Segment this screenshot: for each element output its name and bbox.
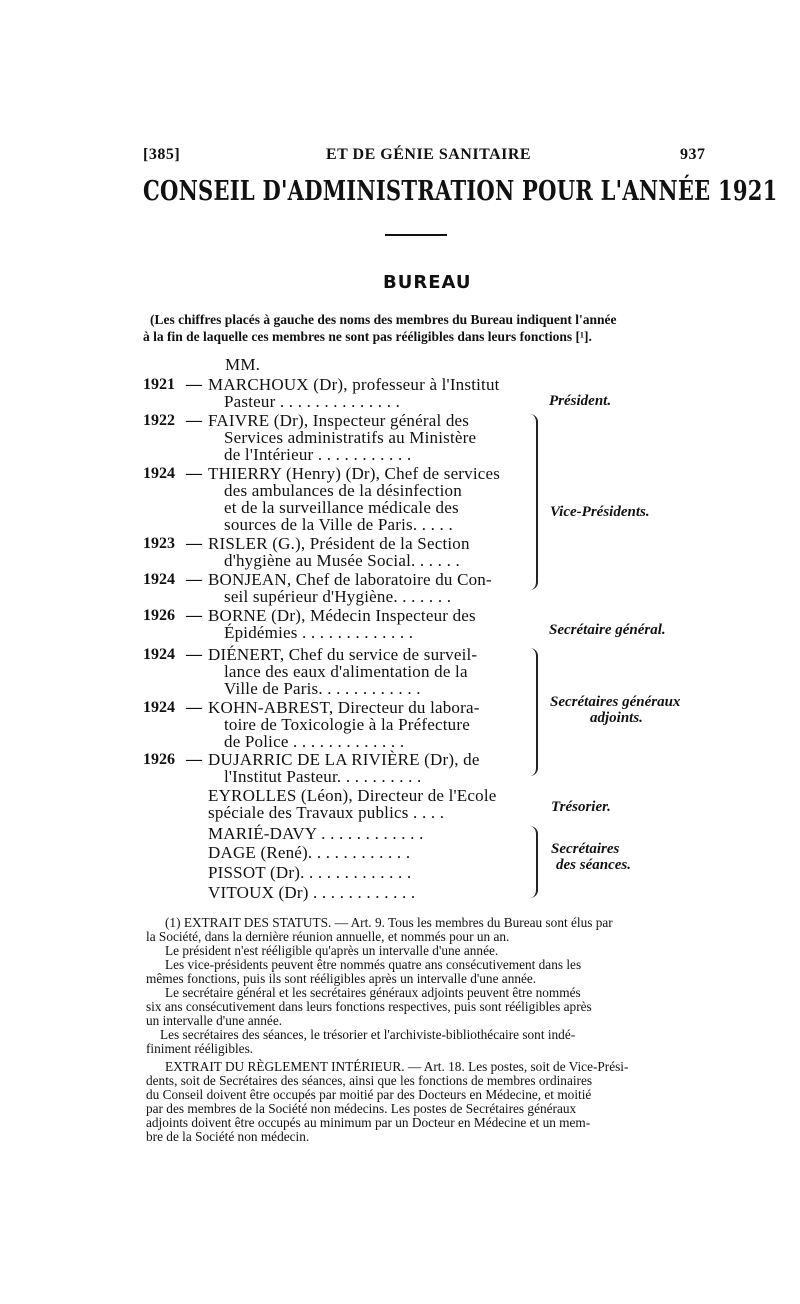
member-line: BORNE (Dr), Médecin Inspecteur des xyxy=(208,606,476,625)
member-line: PISSOT (Dr). . . . . . . . . . . . . xyxy=(208,863,412,882)
dash: — xyxy=(186,699,202,716)
footnote-line: du Conseil doivent être occupés par moitié par des Docteurs en Médecine, et moitié xyxy=(146,1087,592,1102)
member-year: 1924 xyxy=(143,646,175,663)
member-line: RISLER (G.), Président de la Section xyxy=(208,534,470,553)
footnote-line: la Société, dans la dernière réunion annuelle, et nommés pour un an. xyxy=(146,929,510,944)
member-line: THIERRY (Henry) (Dr), Chef de services xyxy=(208,464,501,483)
brace-vice-presidents xyxy=(530,414,538,590)
brace-session-secretaries xyxy=(530,826,538,898)
role-deputy-secretaries-1: Secrétaires généraux xyxy=(550,694,681,710)
member-line: Ville de Paris. . . . . . . . . . . . xyxy=(224,679,421,698)
member-year: 1924 xyxy=(143,465,175,482)
page-number: 937 xyxy=(680,146,706,163)
footnote-line: (1) EXTRAIT DES STATUTS. — Art. 9. Tous les membres du Bureau sont élus par xyxy=(165,915,613,930)
footnote-line: adjoints doivent être occupés au minimum par un Docteur en Médecine et un mem- xyxy=(146,1115,591,1130)
footnote-line: finiment rééligibles. xyxy=(146,1041,254,1056)
footnote-line: six ans consécutivement dans leurs fonctions respectives, puis sont rééligibles après xyxy=(146,999,592,1014)
dash: — xyxy=(186,376,202,393)
member-line: l'Institut Pasteur. . . . . . . . . . xyxy=(224,767,422,786)
running-title: ET DE GÉNIE SANITAIRE xyxy=(326,146,532,163)
dash: — xyxy=(186,607,202,624)
intro-line-2: à la fin de laquelle ces membres ne sont pas rééligibles dans leurs fonctions [¹]. xyxy=(143,329,592,344)
member-line: d'hygiène au Musée Social. . . . . . xyxy=(224,551,460,570)
member-line: lance des eaux d'alimentation de la xyxy=(224,662,468,681)
footnote-line: par des membres de la Société non médecins. Les postes de Secrétaires généraux xyxy=(146,1101,577,1116)
member-year: 1922 xyxy=(143,412,175,429)
member-line: FAIVRE (Dr), Inspecteur général des xyxy=(208,411,470,430)
member-line: DAGE (René). . . . . . . . . . . . xyxy=(208,843,411,862)
member-line: KOHN-ABREST, Directeur du labora- xyxy=(208,698,480,717)
page-reference: [385] xyxy=(143,146,181,163)
section-title: BUREAU xyxy=(383,272,472,293)
member-line: BONJEAN, Chef de laboratoire du Con- xyxy=(208,570,492,589)
member-year: 1926 xyxy=(143,751,175,768)
intro-line-1: (Les chiffres placés à gauche des noms des membres du Bureau indiquent l'année xyxy=(150,312,617,327)
member-line: DIÉNERT, Chef du service de surveil- xyxy=(208,645,478,664)
role-treasurer: Trésorier. xyxy=(551,799,611,815)
dash: — xyxy=(186,465,202,482)
member-year: 1926 xyxy=(143,607,175,624)
member-line: DUJARRIC DE LA RIVIÈRE (Dr), de xyxy=(208,750,480,769)
member-line: de Police . . . . . . . . . . . . . xyxy=(224,732,405,751)
member-line: de l'Intérieur . . . . . . . . . . . xyxy=(224,445,412,464)
footnote-line: mêmes fonctions, puis ils sont rééligibles après un intervalle d'une année. xyxy=(146,971,537,986)
role-vice-presidents: Vice-Présidents. xyxy=(550,504,650,520)
member-line: Pasteur . . . . . . . . . . . . . . xyxy=(224,392,401,411)
member-year: 1923 xyxy=(143,535,175,552)
member-line: EYROLLES (Léon), Directeur de l'Ecole xyxy=(208,786,497,805)
footnote-line: dents, soit de Secrétaires des séances, ainsi que les fonctions de membres ordinaires xyxy=(146,1073,593,1088)
page-title: CONSEIL D'ADMINISTRATION POUR L'ANNÉE 1921 xyxy=(143,176,778,207)
member-line: toire de Toxicologie à la Préfecture xyxy=(224,715,470,734)
member-line: MARIÉ-DAVY . . . . . . . . . . . . xyxy=(208,824,424,843)
footnote-line: EXTRAIT DU RÈGLEMENT INTÉRIEUR. — Art. 18. Les postes, soit de Vice-Prési- xyxy=(165,1059,629,1074)
footnote-line: Le président n'est rééligible qu'après un intervalle d'une année. xyxy=(165,943,499,958)
dash: — xyxy=(186,751,202,768)
role-session-secretaries-2: des séances. xyxy=(556,857,631,873)
dash: — xyxy=(186,646,202,663)
dash: — xyxy=(186,571,202,588)
member-year: 1924 xyxy=(143,699,175,716)
mm-label: MM. xyxy=(225,355,261,374)
member-year: 1924 xyxy=(143,571,175,588)
member-line: seil supérieur d'Hygiène. . . . . . . xyxy=(224,587,452,606)
brace-deputy-secretaries xyxy=(530,648,538,776)
member-line: et de la surveillance médicale des xyxy=(224,498,459,517)
footnote-line: Les vice-présidents peuvent être nommés quatre ans consécutivement dans les xyxy=(165,957,582,972)
member-line: VITOUX (Dr) . . . . . . . . . . . . xyxy=(208,883,416,902)
member-line: Épidémies . . . . . . . . . . . . . xyxy=(224,623,414,642)
member-line: spéciale des Travaux publics . . . . xyxy=(208,803,445,822)
role-session-secretaries-1: Secrétaires xyxy=(551,841,620,857)
dash: — xyxy=(186,535,202,552)
member-line: des ambulances de la désinfection xyxy=(224,481,462,500)
footnote-line: Les secrétaires des séances, le trésorier et l'archiviste-bibliothécaire sont indé- xyxy=(160,1027,576,1042)
role-deputy-secretaries-2: adjoints. xyxy=(590,710,643,726)
dash: — xyxy=(186,412,202,429)
footnote-line: Le secrétaire général et les secrétaires généraux adjoints peuvent être nommés xyxy=(165,985,581,1000)
member-line: MARCHOUX (Dr), professeur à l'Institut xyxy=(208,375,500,394)
title-rule xyxy=(385,234,447,236)
member-line: sources de la Ville de Paris. . . . . xyxy=(224,515,453,534)
footnote-line: bre de la Société non médecin. xyxy=(146,1129,310,1144)
role-secretary-general: Secrétaire général. xyxy=(549,622,666,638)
member-line: Services administratifs au Ministère xyxy=(224,428,477,447)
member-year: 1921 xyxy=(143,376,175,393)
footnote-line: un intervalle d'une année. xyxy=(146,1013,283,1028)
role-president: Président. xyxy=(549,393,612,409)
